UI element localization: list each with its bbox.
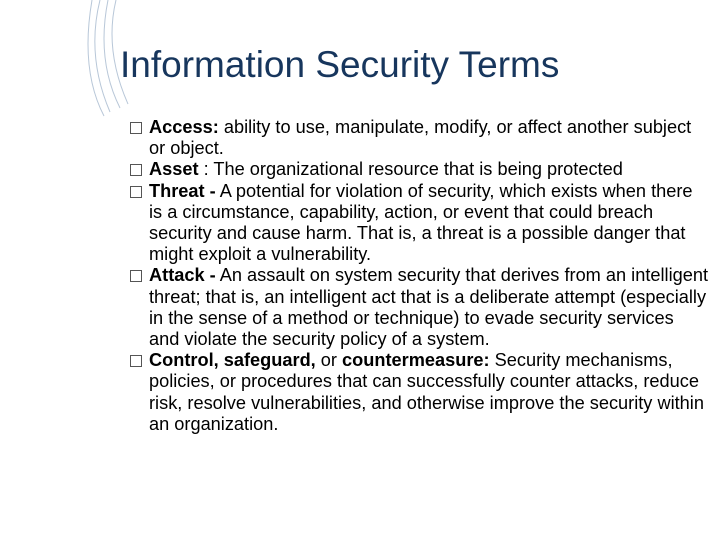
term-definition: Security mechanisms, policies, or procedures that can successfully counter attacks, reduce risk, resolve vulnerabilities, and otherwise improve the security within an organization. [149,350,704,434]
term-definition: : The organizational resource that is being protected [198,159,623,180]
term-label: Threat - [149,180,216,201]
term-label: Attack - [149,265,216,286]
bullet-list [128,117,708,435]
slide-title: Information Security Terms [120,44,560,85]
term-label: Access: [149,117,219,137]
box-bullet-icon [130,186,142,198]
bullet-control [128,350,708,435]
term-label: Control, safeguard, [149,350,316,371]
term-definition: ability to use, manipulate, modify, or affect another subject or object. [149,117,692,159]
box-bullet-icon [130,122,142,134]
bullet-threat [128,181,708,266]
bullet-attack [128,265,708,350]
box-bullet-icon [130,270,142,282]
box-bullet-icon [130,355,142,367]
term-label: Asset [149,159,199,180]
term-label-secondary: countermeasure: [342,350,490,371]
term-definition: A potential for violation of security, which exists when there is a circumstance, capability, action, or event that could breach security and cause harm. That is, a threat is a possible danger that might exploit a vulnerability. [149,180,693,265]
term-connector: or [315,350,343,371]
box-bullet-icon [130,164,142,176]
bullet-access [128,117,708,159]
term-definition: An assault on system security that derives from an intelligent threat; that is, an intelligent act that is a deliberate attempt (especially in the sense of a method or technique) to evade security services and violate the security policy of a system. [149,265,709,350]
bullet-asset [128,159,708,180]
